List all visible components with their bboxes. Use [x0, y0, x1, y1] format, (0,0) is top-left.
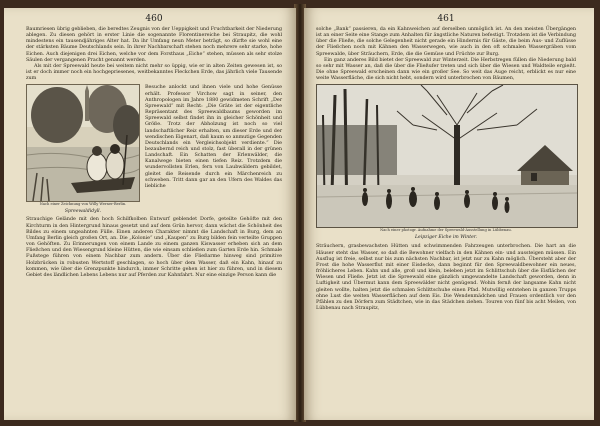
left-side-column: [140, 84, 282, 214]
right-mid-paragraph: Ein ganz anderes Bild bietet der Spreewald zur Winterzeit. Die Herbstregen füllen die Niederung bald so sehr mit Wasser an, daß die über die Fließufer treten und sich über die Wiesen und Waldteile ergießt. Die ohne Spreewald erscheinen dann wie ein großer See. So weit das Auge reicht, erblickt es nur eine weite Wasserfläche, die sich nicht hebt, sondern wird unterbrochen von Bäumen,: [316, 56, 576, 82]
left-bottom-paragraph: Strauchige Gelände mit den hoch Schilfkolben Entwurf geblendet Dorfe, geteilte Gehöfte mit den Kirchturm in den Hintergrund hinaus gesetzt und auf dem Grün hervor, dann wächst die Schönheit des Bildes zu einem ungeahnten Fülle. Einen anderen Charakter nimmt die Landschaft in Burg, dem an Umfang Berlin gleich großen Ort, an. Die „Kolonie“ und „Kaupen“ zu Burg bilden fein verteilte Gruppen von Gehöften. Zu Erinnerungen von einem Lande zu einem ganzen Kiswasser erheben sich an dem Fließchen und den Wiesengrund kleine Hütten, die wie einsam schließen zum Garten Erde hin. Schmale Fußstege führen von einem Nachbar zum andern. Über die Fließarme hinweg sind primitive Holzbrücken in robusten Wertstoff geschlagen, so hoch über dem Wasser, daß ein Kahn, hinauf zu kommen, wie über die Grenzpunkte hindurch, immer Schritte gehen ist hier zu führen, und in diesem Gebiet des ländlichen Lebens Lebens nur auf Pferden zur Kahnfahrt. Nur eine einzige Person kann die: [26, 216, 282, 278]
right-page-number: 461: [437, 14, 455, 24]
spreewald-idyll-illustration: [26, 84, 140, 202]
right-bottom-paragraph: Sträuchern, grasbewachsten Hütten und schwimmenden Fahrzeugen unterbrochen. Die hart an die Häuser steht das Wasser, so daß die Bewohner vielfach in den Kähnen ein- und aussteigen müssen. Ein Ausflug ist freie, selbst nur bis zum nächsten Nachbar, ist jetzt nur zu Kahn möglich. Übersteht aber der Frost die hohe Wasserflut mit einer Eisdecke, dann beginnt für den Spreewaldbewohner ein neues, fröhlicheres Leben. Kahn und alle, groß und klein, beleben jetzt im Schlittschuh über die Eisflächen der Wiesen und Fließe. Jetzt ist die Spreewald eine gänzlich umgewandelte Landschaft geworden, denn in Luftigkeit und Übermut kann dem Spreewälder nicht genügend. Wohin fernß der langsame Kahn nicht gleiten wollte, halten jetzt die schmalen Schlittschuhe einen Pfad. Mutwillig entstehen in ganzen Trupps ohne Lust die weiten Wasserflächen auf dem Eis. Die Wendenmädchen und Frauen ordentlich vor den Pfählen zu den Dörfern zum Städtchen, wie in das Städchen ziehen. Touren von fünf bis acht Meilen, von Lübbenau nach Straupitz,: [316, 243, 576, 311]
left-figure-row: [26, 84, 282, 214]
right-page: [304, 8, 594, 420]
left-figure: [26, 84, 140, 214]
left-figure-caption: Nach einer Zeichnung von Willy Werner-Berlin.: [39, 202, 127, 207]
right-figure: [316, 84, 576, 240]
winter-oak-photo: [316, 84, 578, 228]
right-top-paragraph: solche „Bank“ passieren, da ein Kahnweichen auf derselben unmöglich ist. An den meisten Übergängen ist an einer Seite eine Stange zum Anhalten für ängstliche Naturen befestigt. Trotzdem ist die Verbindung über die Fließe, die solche Gelegenheit nicht gerade ein Hindernis für Gäste, die beim Aus- und Zuflüsse der Fließchen noch mit Kähnen den Wasserwegen, wie auch in den oft schmalen Wassergräben vom Spreewalde, über Sträuchern, Erde, die die Gemüse und Früchte zur Burg.: [316, 26, 576, 57]
left-side-paragraph: Besuche anlockt und ihnen viele und hohe Genüsse erhält. Professor Virchow sagt in seiner, den Anthropologen im Jahre 1880 gewidmeten Schrift „Der Spreewald“ mit Recht: „Die Gräte ist der eigentliche Repräsentant des Spreewaldbaums geworden im Spreewald selbst findet ihn in gleicher Schönheit und Größe. Trotz der Abholzung ist noch so viel landschaftlicher Reiz erhalten, um dieser Erde und der wendischen Eigenart, daß kaum so anmutige Gegenden Deutschlands ein Vergleichsobjekt verdiente.“ Die bezaubernd reich und stolz, fast überall in der grünen Landschaft. Ein Schatten der Erlenwälder, die Kanalwege bieten einen tiefen Reiz. Trotzdem die wundervollsten Erlen, fern von Laubwäldern gebildet, gleitet die Reisende durch ein Märchenreich zu schweben. Tritt dann gar an den Ufern des Waldes das liebliche: [145, 84, 282, 189]
left-page-number: 460: [145, 14, 163, 24]
left-mid-paragraph: Als mit der Spreewald heute bei weitem nicht mehr so üppig, wie er in alten Zeiten gewesen ist, so ist er doch immer noch ein hochgepriesenes, weitbekanntes Fleckchen Erde, das jährlich viele Tausende zum: [26, 62, 282, 82]
right-figure-caption: Nach einer photogr. Aufnahme der Spreewald-Ausstellung in Lübbenau.: [380, 228, 512, 233]
left-page: [4, 8, 296, 420]
left-figure-title: Spreewaldidyll.: [64, 209, 102, 215]
right-figure-title: Leipziger Eiche im Winter.: [415, 235, 477, 241]
left-top-paragraph: Baumriesen übrig geblieben, die beredtes Zeugnis von der Ueppigkeit und Fruchtbarkeit der Niederung ablegen. Zu diesen gehört in erster Linie die sogenannte Florentinereiche bei Straupitz, die wohl mindestens ein tausendjähriges Alter hat. Da ihr Umfang neun Meter beträgt, so dürfte sie wohl eine der stärksten Bäume Deutschlands sein. In ihrer Nachbarschaft stehen noch mehrere sehr starke, hohe Eichen. Auch diejenigen drei Eichen, welche vor dem Forsthaus „Eiche“ stehen, müssen als sehr stolze Säulen der vergangenen Pracht genannt werden.: [26, 26, 282, 63]
